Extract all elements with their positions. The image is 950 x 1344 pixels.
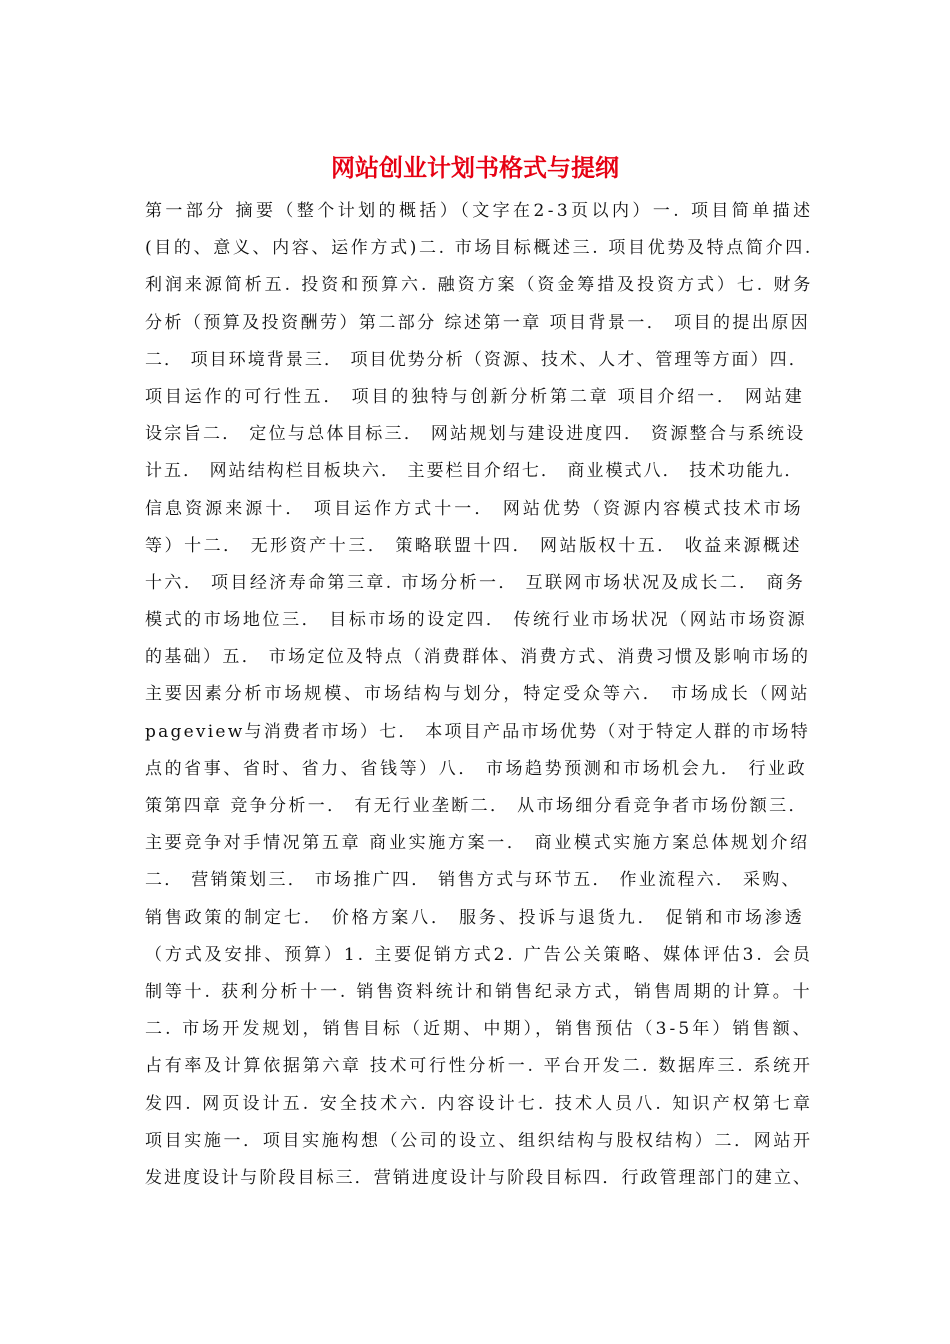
body-line: 项目运作的可行性五． 项目的独特与创新分析第二章 项目介绍一． 网站建 [145,386,805,407]
body-line: 发四. 网页设计五. 安全技术六. 内容设计七. 技术人员八. 知识产权第七章 [145,1093,814,1114]
body-line: 计五． 网站结构栏目板块六． 主要栏目介绍七． 商业模式八． 技术功能九． [145,461,804,482]
body-line: 占有率及计算依据第六章 技术可行性分析一. 平台开发二. 数据库三. 系统开 [145,1056,813,1077]
document-body [145,193,814,1197]
body-line: 模式的市场地位三． 目标市场的设定四． 传统行业市场状况（网站市场资源 [145,610,808,631]
body-line: 制等十. 获利分析十一. 销售资料统计和销售纪录方式，销售周期的计算。十 [145,981,813,1002]
body-line: 项目实施一．项目实施构想（公司的设立、组织结构与股权结构）二．网站开 [145,1130,813,1151]
body-line: 二． 营销策划三． 市场推广四． 销售方式与环节五． 作业流程六． 采购、 [145,870,801,891]
body-line: 主要因素分析市场规模、市场结构与划分，特定受众等六． 市场成长（网站 [145,684,811,705]
body-line: 发进度设计与阶段目标三．营销进度设计与阶段目标四．行政管理部门的建立、 [145,1167,813,1188]
body-line: 设宗旨二． 定位与总体目标三． 网站规划与建设进度四． 资源整合与系统设 [145,424,806,445]
body-line: 二. 市场开发规划，销售目标（近期、中期），销售预估（3-5年）销售额、 [145,1019,813,1040]
body-line: pageview与消费者市场）七． 本项目产品市场优势（对于特定人群的市场特 [145,721,811,742]
body-line: 第一部分 摘要（整个计划的概括）（文字在2-3页以内）一. 项目简单描述 [145,201,814,221]
body-line: 等）十二． 无形资产十三． 策略联盟十四． 网站版权十五． 收益来源概述 [145,535,802,556]
body-line: (目的、意义、内容、运作方式)二. 市场目标概述三. 项目优势及特点简介四. [145,238,813,259]
document-title: 网站创业计划书格式与提纲 [331,153,619,182]
body-line: 点的省事、省时、省力、省钱等）八． 市场趋势预测和市场机会九． 行业政 [145,758,808,779]
body-line: 利润来源简析五. 投资和预算六. 融资方案（资金筹措及投资方式）七. 财务 [145,275,814,296]
body-line: 销售政策的制定七． 价格方案八． 服务、投诉与退货九． 促销和市场渗透 [145,907,805,928]
body-line: 主要竞争对手情况第五章 商业实施方案一． 商业模式实施方案总体规划介绍 [145,833,810,854]
body-line: 分析（预算及投资酬劳）第二部分 综述第一章 项目背景一． 项目的提出原因 [145,312,811,333]
body-line: 的基础）五． 市场定位及特点（消费群体、消费方式、消费习惯及影响市场的 [145,647,811,668]
body-line: 策第四章 竞争分析一． 有无行业垄断二． 从市场细分看竞争者市场份额三． [145,796,808,816]
body-line: 十六． 项目经济寿命第三章. 市场分析一． 互联网市场状况及成长二． 商务 [145,572,806,593]
body-line: 二． 项目环境背景三． 项目优势分析（资源、技术、人才、管理等方面）四． [145,349,808,370]
body-line: （方式及安排、预算）1. 主要促销方式2. 广告公关策略、媒体评估3. 会员 [145,944,813,965]
body-line: 信息资源来源十． 项目运作方式十一． 网站优势（资源内容模式技术市场 [145,498,804,519]
